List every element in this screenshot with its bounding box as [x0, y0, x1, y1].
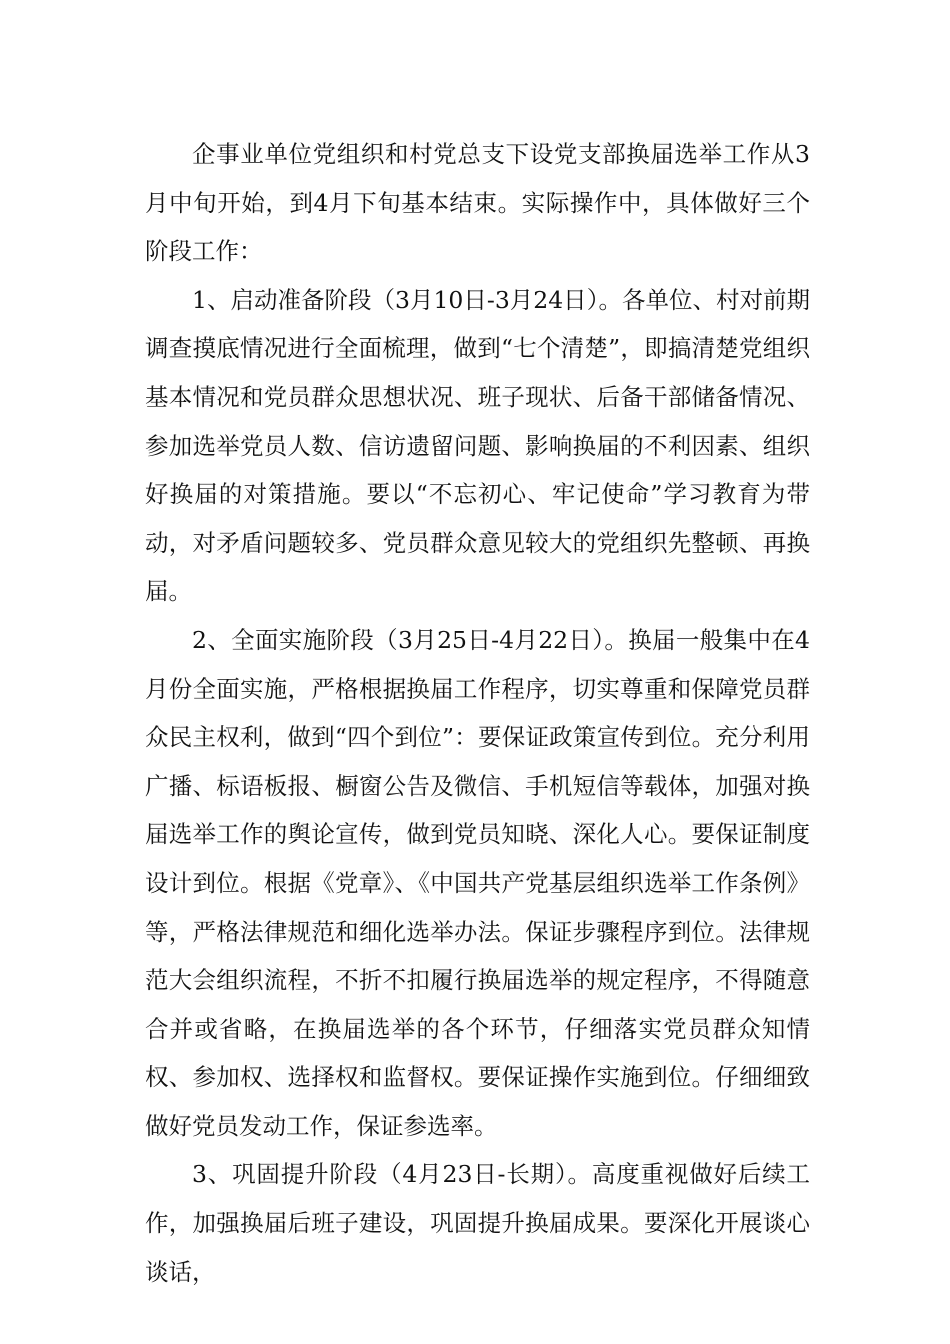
paragraph-intro: 企事业单位党组织和村党总支下设党支部换届选举工作从3月中旬开始，到4月下旬基本结束。实际操作中，具体做好三个阶段工作： — [145, 140, 810, 266]
paragraph-stage-2: 2、全面实施阶段（3月25日-4月22日）。换届一般集中在4月份全面实施，严格根据换届工作程序，切实尊重和保障党员群众民主权利，做到“四个到位”：要保证政策宣传到位。充分利用广播、标语板报、橱窗公告及微信、手机短信等载体，加强对换届选举工作的舆论宣传，做到党员知晓、深化人心。要保证制度设计到位。根据《党章》、《中国共产党基层组织选举工作条例》等，严格法律规范和细化选举办法。保证步骤程序到位。法律规范大会组织流程，不折不扣履行换届选举的规定程序，不得随意合并或省略，在换届选举的各个环节，仔细落实党员群众知情权、参加权、选择权和监督权。要保证操作实施到位。仔细细致做好党员发动工作，保证参选率。 — [145, 625, 810, 1140]
paragraph-stage-1: 1、启动准备阶段（3月10日-3月24日）。各单位、村对前期调查摸底情况进行全面梳理，做到“七个清楚”，即搞清楚党组织基本情况和党员群众思想状况、班子现状、后备干部储备情况、参加选举党员人数、信访遗留问题、影响换届的不利因素、组织好换届的对策措施。要以“不忘初心、牢记使命”学习教育为带动，对矛盾问题较多、党员群众意见较大的党组织先整顿、再换届。 — [145, 285, 810, 606]
paragraph-stage-3: 3、巩固提升阶段（4月23日-长期）。高度重视做好后续工作，加强换届后班子建设，巩固提升换届成果。要深化开展谈心谈话， — [145, 1160, 810, 1286]
document-body — [145, 130, 810, 1296]
